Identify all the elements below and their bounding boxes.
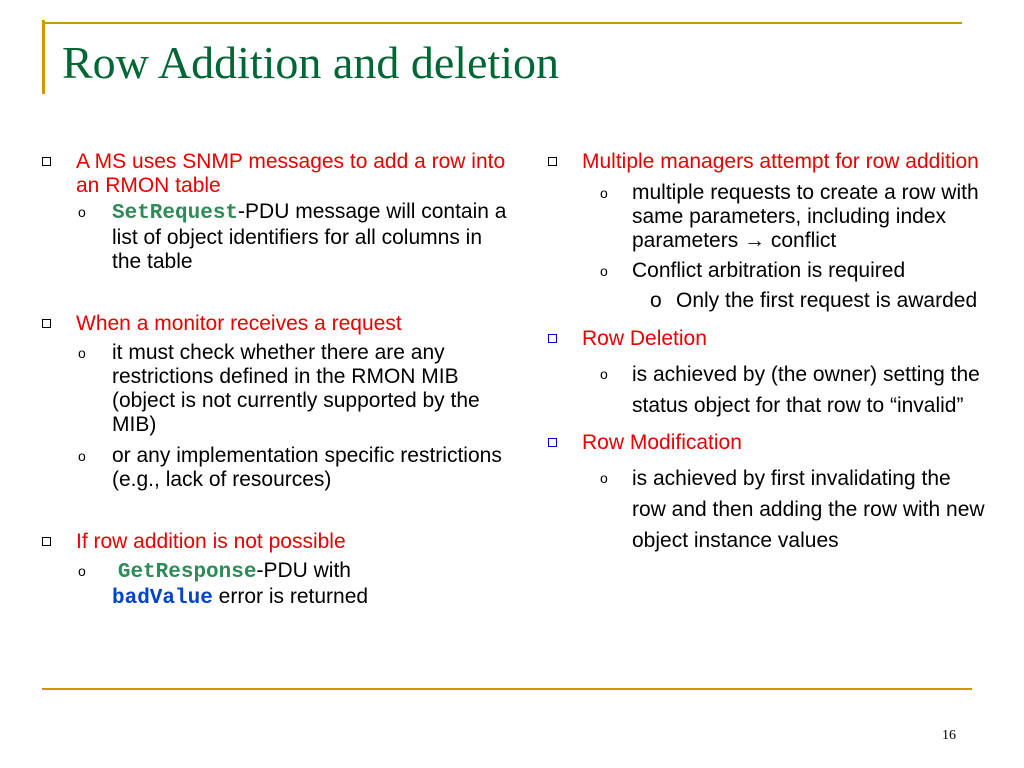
footer-divider-line	[42, 688, 972, 690]
bullet-item	[548, 327, 988, 351]
square-bullet-icon	[42, 319, 51, 328]
sub-bullet-item	[42, 341, 512, 437]
code-term: SetRequest	[112, 202, 239, 225]
square-bullet-icon	[42, 537, 51, 546]
bullet-text: Row Modification	[582, 431, 742, 454]
sub-bullet-item	[42, 200, 512, 274]
sub-bullet-text: it must check whether there are any restrictions defined in the RMON MIB (object is not currently supported by the MIB)	[112, 341, 480, 436]
circle-bullet-icon: o	[78, 563, 86, 579]
sub-bullet-text: Conflict arbitration is required	[632, 259, 906, 282]
bullet-item	[548, 431, 988, 455]
right-column	[548, 150, 988, 556]
left-column	[42, 150, 512, 611]
sub-bullet-item	[548, 181, 988, 253]
sub-bullet-text: multiple requests to create a row with same parameters, including index parameters	[632, 181, 979, 252]
sub-sub-bullet-text: Only the first request is awarded	[676, 289, 978, 312]
page-number: 16	[942, 728, 956, 743]
code-term: GetResponse	[117, 561, 257, 584]
sub-bullet-text: -PDU message will contain a list of object identifiers for all columns in the table	[112, 200, 507, 273]
bullet-text: A MS uses SNMP messages to add a row into an RMON table	[76, 150, 506, 197]
sub-bullet-text: conflict	[765, 229, 837, 252]
circle-bullet-icon: o	[600, 185, 608, 201]
bullet-text: Multiple managers attempt for row addition	[582, 150, 979, 173]
square-bullet-icon	[548, 334, 557, 343]
sub-bullet-item	[42, 559, 512, 611]
sub-bullet-item	[548, 463, 988, 556]
circle-bullet-icon: o	[600, 263, 608, 279]
slide-title: Row Addition and deletion	[62, 37, 560, 88]
circle-bullet-icon: o	[78, 448, 86, 464]
square-bullet-icon	[548, 438, 557, 447]
sub-sub-bullet-item	[548, 289, 988, 313]
circle-bullet-icon: o	[600, 366, 608, 382]
circle-bullet-icon: o	[78, 345, 86, 361]
circle-bullet-icon: o	[600, 470, 608, 486]
bullet-item	[42, 530, 512, 554]
sub-bullet-item	[548, 259, 988, 283]
square-bullet-icon	[42, 157, 51, 166]
arrow-right-icon: →	[744, 229, 766, 252]
sub-bullet-text: or any implementation specific restrictions (e.g., lack of resources)	[112, 444, 502, 491]
sub-bullet-item	[548, 359, 988, 421]
bullet-item	[548, 150, 988, 174]
code-term: badValue	[112, 587, 213, 610]
sub-bullet-text: -PDU with	[256, 559, 351, 582]
sub-bullet-text: is achieved by (the owner) setting the status object for that row to “invalid”	[632, 363, 980, 417]
sub-bullet-text: error is returned	[212, 585, 369, 608]
bullet-text: If row addition is not possible	[76, 530, 346, 553]
sub-bullet-item	[42, 444, 512, 492]
title-accent-vertical-line	[42, 20, 45, 94]
bullet-item	[42, 150, 512, 198]
bullet-text: When a monitor receives a request	[76, 312, 402, 335]
bullet-item	[42, 312, 512, 336]
title-accent-top-line	[42, 22, 962, 24]
sub-bullet-text: is achieved by first invalidating the row and then adding the row with new object instance values	[632, 467, 985, 552]
circle-bullet-icon: o	[78, 204, 86, 220]
sub-sub-bullet-marker: o	[650, 289, 662, 312]
bullet-text: Row Deletion	[582, 327, 707, 350]
square-bullet-icon	[548, 157, 557, 166]
